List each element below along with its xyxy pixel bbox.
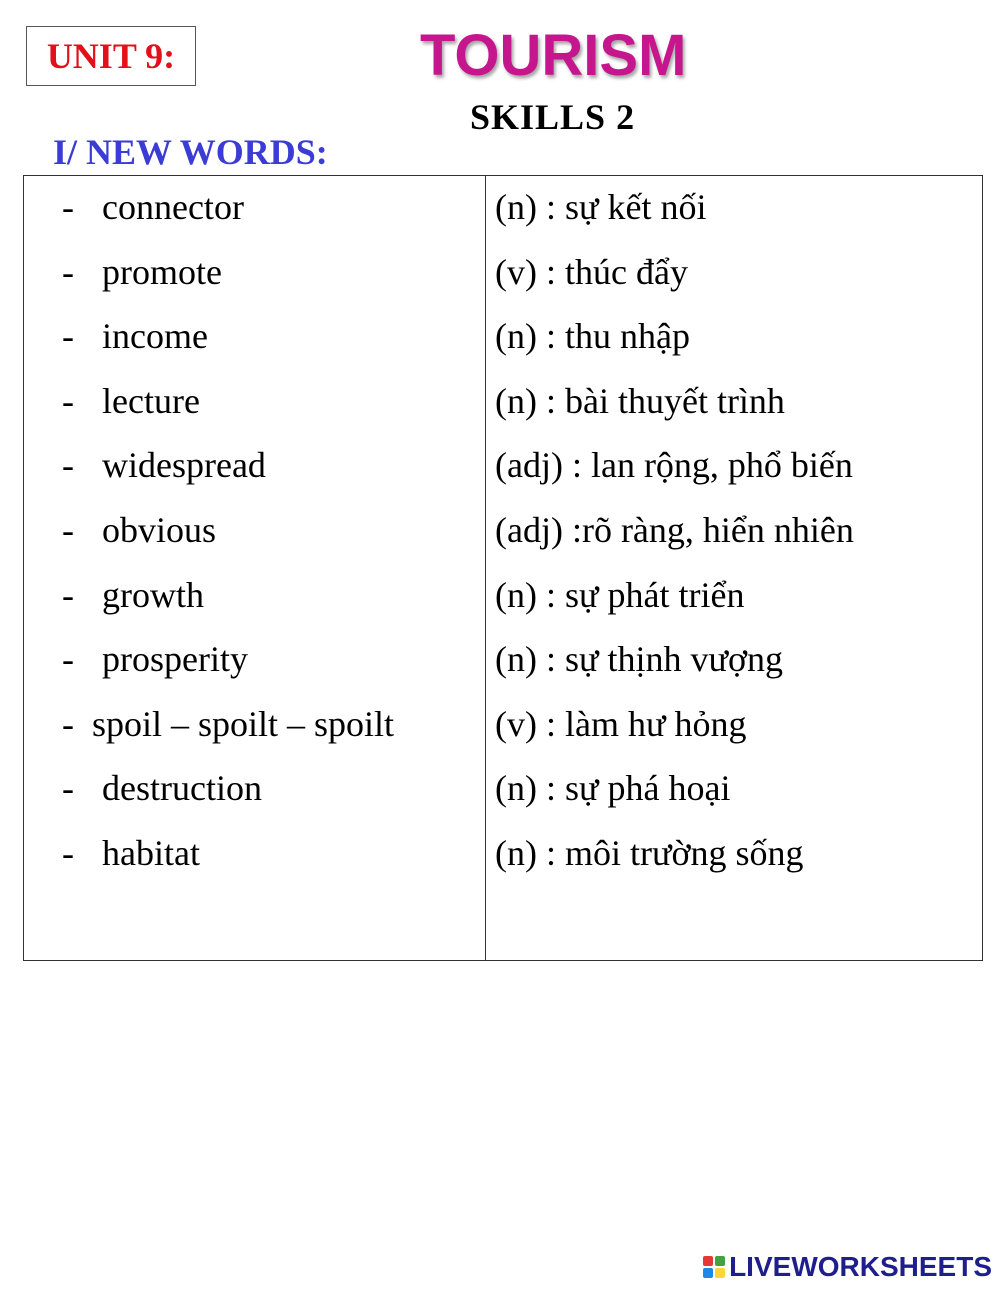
page-subtitle: SKILLS 2 [470, 97, 636, 137]
meaning-column [486, 176, 982, 960]
list-dash: - [62, 639, 74, 680]
vocab-word-row [24, 638, 485, 703]
list-dash: - [62, 445, 74, 486]
vocab-word: promote [102, 251, 222, 292]
vocab-meaning: (n) : bài thuyết trình [495, 380, 785, 421]
logo-square [715, 1256, 725, 1266]
vocab-meaning: (adj) :rõ ràng, hiển nhiên [495, 509, 854, 550]
vocab-word-row [24, 380, 485, 445]
section-heading: I/ NEW WORDS: [53, 132, 328, 172]
unit-label: UNIT 9: [26, 26, 196, 86]
list-dash: - [62, 316, 74, 357]
vocab-word-row [24, 767, 485, 832]
vocab-meaning: (n) : sự phát triển [495, 574, 745, 615]
vocab-word: lecture [102, 380, 200, 421]
vocab-word: habitat [102, 832, 200, 873]
liveworksheets-logo [703, 1251, 992, 1283]
vocab-meaning: (n) : sự thịnh vượng [495, 639, 784, 680]
vocab-word: income [102, 316, 208, 357]
vocab-word-row [24, 703, 485, 768]
vocab-word: obvious [102, 509, 217, 550]
vocab-meaning: (v) : thúc đẩy [495, 251, 688, 292]
vocabulary-table [23, 175, 983, 961]
list-dash: - [62, 832, 74, 873]
list-dash: - [62, 574, 74, 615]
vocab-word-row [24, 509, 485, 574]
word-column [24, 176, 486, 960]
logo-square [715, 1268, 725, 1278]
vocab-word-row [24, 186, 485, 251]
vocab-word: spoil – spoilt – spoilt [92, 703, 395, 744]
list-dash: - [62, 768, 74, 809]
logo-square [703, 1256, 713, 1266]
vocab-word-row [24, 832, 485, 897]
vocab-meaning: (v) : làm hư hỏng [495, 703, 747, 744]
vocab-word: growth [102, 574, 204, 615]
list-dash: - [62, 187, 74, 227]
logo-text: LIVEWORKSHEETS [729, 1251, 992, 1282]
page-title: TOURISM [420, 23, 687, 88]
logo-square [703, 1268, 713, 1278]
vocab-word: connector [102, 187, 244, 227]
list-dash: - [62, 380, 74, 421]
list-dash: - [62, 251, 74, 292]
vocab-meaning: (n) : thu nhập [495, 316, 690, 357]
liveworksheets-logo-icon [703, 1256, 725, 1278]
vocab-meaning: (n) : sự kết nối [495, 187, 707, 227]
vocab-word-row [24, 574, 485, 639]
vocab-word-row [24, 315, 485, 380]
vocab-meaning: (adj) : lan rộng, phổ biến [495, 445, 853, 486]
vocab-meaning: (n) : sự phá hoại [495, 768, 731, 809]
vocab-word-row [24, 251, 485, 316]
vocab-word-row [24, 444, 485, 509]
list-dash: - [62, 703, 74, 744]
vocab-word: prosperity [102, 639, 248, 680]
list-dash: - [62, 509, 74, 550]
vocab-meaning: (n) : môi trường sống [495, 832, 804, 873]
vocab-word: widespread [102, 445, 266, 486]
vocab-word: destruction [102, 768, 262, 809]
